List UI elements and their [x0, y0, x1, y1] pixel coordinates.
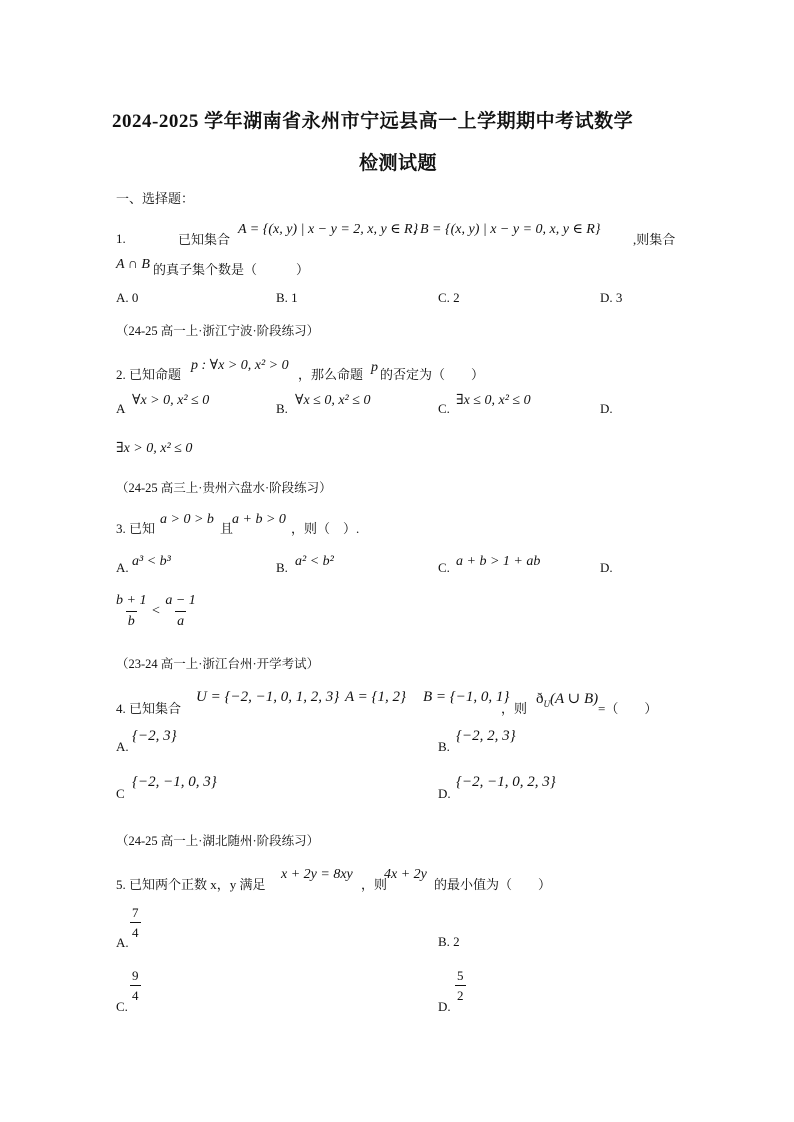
q5-c-denominator: 4 — [130, 985, 141, 1002]
q2-option-a: ∀x > 0, x² ≤ 0 — [132, 393, 210, 408]
q2-proposition: p : ∀x > 0, x² > 0 — [191, 358, 289, 373]
q4-option-c-label: C — [116, 786, 125, 801]
q4-complement — [536, 689, 598, 709]
q5-stem-mid: ，则 — [361, 877, 388, 892]
q5-d-numerator: 5 — [457, 968, 464, 983]
q4-equals: =（ ） — [598, 701, 658, 716]
q4-complement-symbol: ð — [536, 691, 544, 707]
section-heading: 一、选择题： — [116, 191, 195, 206]
q3-d-relation: < — [151, 603, 160, 619]
q2-option-c: ∃x ≤ 0, x² ≤ 0 — [456, 393, 531, 408]
q3-option-a-label: A. — [116, 560, 129, 575]
q3-condition-1: a > 0 > b — [160, 512, 214, 527]
q1-intersection: A ∩ B — [116, 257, 150, 272]
q3-option-c-label: C. — [438, 560, 450, 575]
q3-option-b-label: B. — [276, 560, 288, 575]
page-title: 2024-2025 学年湖南省永州市宁远县高一上学期期中考试数学 — [112, 111, 634, 132]
q4-option-b-label: B. — [438, 739, 450, 754]
q5-d-denominator: 2 — [455, 985, 466, 1002]
q1-number: 1. — [116, 231, 126, 246]
q4-set-b: B = {−1, 0, 1} — [423, 689, 510, 705]
q1-option-b: B. 1 — [276, 290, 298, 305]
q3-d-numerator-2: a − 1 — [165, 593, 196, 608]
q2-stem-post: 的否定为（ ） — [380, 367, 485, 382]
q2-option-b: ∀x ≤ 0, x² ≤ 0 — [295, 393, 371, 408]
q1-option-a: A. 0 — [116, 290, 139, 305]
q4-option-a-label: A. — [116, 739, 129, 754]
q4-then: ，则 — [501, 701, 528, 716]
q4-complement-arg: (A ∪ B) — [550, 691, 599, 707]
q1-lead: 已知集合 — [178, 232, 231, 247]
q2-stem-prefix: 2. 已知命题 — [116, 367, 182, 382]
q5-option-b: B. 2 — [438, 934, 460, 949]
q4-set-a: A = {1, 2} — [345, 689, 407, 705]
q4-set-u: U = {−2, −1, 0, 1, 2, 3} — [196, 689, 340, 705]
q5-option-a — [130, 906, 141, 939]
q5-a-numerator: 7 — [132, 905, 139, 920]
q5-option-a-label: A. — [116, 935, 129, 950]
q5-option-c — [130, 969, 141, 1002]
q1-source: （24-25 高一上·浙江宁波·阶段练习） — [116, 324, 320, 338]
q5-a-denominator: 4 — [130, 922, 141, 939]
q1-set-a: A = {(x, y) | x − y = 2, x, y ∈ R} — [238, 222, 419, 237]
q5-condition: x + 2y = 8xy — [281, 867, 353, 882]
q5-option-d-label: D. — [438, 999, 451, 1014]
q1-option-d: D. 3 — [600, 290, 623, 305]
q2-option-d: ∃x > 0, x² ≤ 0 — [116, 441, 193, 456]
q2-option-b-label: B. — [276, 401, 288, 416]
q4-option-b: {−2, 2, 3} — [456, 728, 516, 744]
q3-option-d-label: D. — [600, 560, 613, 575]
q3-d-denominator-1: b — [126, 611, 137, 629]
q3-stem-post: ，则（ ）. — [291, 521, 360, 536]
q3-d-denominator-2: a — [175, 611, 186, 629]
q2-p: p — [371, 360, 378, 375]
q1-set-b: , B = {(x, y) | x − y = 0, x, y ∈ R} — [413, 222, 601, 237]
q3-d-numerator-1: b + 1 — [116, 593, 147, 608]
q3-option-c: a + b > 1 + ab — [456, 554, 541, 569]
q3-option-a: a³ < b³ — [132, 554, 171, 569]
q2-option-d-label: D. — [600, 401, 613, 416]
q1-stem-line2: 的真子集个数是（ ） — [153, 262, 310, 277]
q2-source: （24-25 高三上·贵州六盘水·阶段练习） — [116, 481, 332, 495]
q2-stem-mid: ，那么命题 — [298, 367, 364, 382]
q5-stem-prefix: 5. 已知两个正数 x，y 满足 — [116, 877, 266, 892]
q3-source: （23-24 高一上·浙江台州·开学考试） — [116, 657, 320, 671]
q5-c-numerator: 9 — [132, 968, 139, 983]
q4-stem-prefix: 4. 已知集合 — [116, 701, 182, 716]
q4-option-c: {−2, −1, 0, 3} — [132, 774, 217, 790]
q5-stem-post: 的最小值为（ ） — [434, 877, 552, 892]
q2-option-c-label: C. — [438, 401, 450, 416]
page-title-line2: 检测试题 — [359, 153, 438, 174]
q3-option-b: a² < b² — [295, 554, 334, 569]
q4-option-d: {−2, −1, 0, 2, 3} — [456, 774, 556, 790]
q4-option-a: {−2, 3} — [132, 728, 177, 744]
q5-option-c-label: C. — [116, 999, 128, 1014]
q1-option-c: C. 2 — [438, 290, 460, 305]
q5-option-d — [455, 969, 466, 1002]
q4-complement-sub: U — [543, 699, 550, 709]
q5-expression: 4x + 2y — [384, 867, 427, 882]
q4-option-d-label: D. — [438, 786, 451, 801]
q3-condition-2: a + b > 0 — [232, 512, 286, 527]
q4-source: （24-25 高一上·湖北随州·阶段练习） — [116, 834, 320, 848]
q3-option-d — [114, 594, 198, 629]
q2-option-a-label: A — [116, 401, 126, 416]
q3-stem-prefix: 3. 已知 — [116, 521, 156, 536]
q3-stem-mid: 且 — [220, 521, 234, 536]
q1-tail: ,则集合 — [633, 232, 676, 247]
